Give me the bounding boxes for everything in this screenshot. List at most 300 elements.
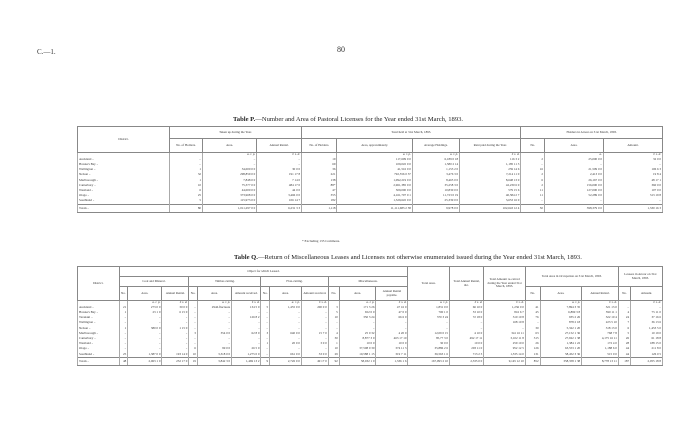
table-cell: .. <box>162 321 189 326</box>
table-cell: 579 15 6 <box>460 188 521 193</box>
table-cell: .. <box>603 162 662 167</box>
table-cell: 7 14 0 <box>257 178 302 183</box>
totals-cell: 1,336 1 6 <box>376 357 408 365</box>
table-cell: 1 <box>261 341 270 346</box>
table-cell: 4,161,707 0 1 <box>337 193 412 198</box>
totals-cell: 3,842 3 0 <box>197 357 231 365</box>
totals-cell: 1,011,297 0 0 <box>203 204 257 212</box>
table-cell: 7,894 3 35 <box>540 305 582 310</box>
table-cell: 509,000 0 0 <box>337 188 412 193</box>
table-cell: .. <box>128 336 162 341</box>
table-cell: 200 0 0 <box>301 305 328 310</box>
table-cell: 1,831 0 0 <box>408 305 450 310</box>
totals-cell: 232 17 0 <box>162 357 189 365</box>
table-cell: 172 4 0 <box>582 341 619 346</box>
tableQ-unit-cell: £ s. d. <box>376 301 408 306</box>
table-cell: 10 0 0 <box>376 341 408 346</box>
table-cell: 44,000 0 0 <box>203 188 257 193</box>
table-cell: .. <box>169 157 202 162</box>
table-cell: 44 0 0 <box>257 188 302 193</box>
tableQ-unit-cell: a. r. p. <box>540 301 582 306</box>
table-cell: 1,455 0 0 <box>270 305 302 310</box>
col-area-approx: Area, approximately. <box>337 139 412 153</box>
q-group-timber: Timber-cutting. <box>189 277 261 287</box>
tableQ-unit-cell: £ s. d. <box>450 301 484 306</box>
totals-cell: 58,032 1 0 <box>339 357 376 365</box>
district-name: Wellington .. <box>78 167 170 172</box>
table-cell: .. <box>301 315 328 320</box>
table-cell: 768 7 8 <box>582 331 619 336</box>
table-cell: 26 5 0 <box>232 347 261 352</box>
table-cell: 30 <box>525 326 540 331</box>
totals-cell: 2,335 0 0 <box>450 357 484 365</box>
table-cell: 1 <box>328 341 339 346</box>
table-cell: .. <box>128 341 162 346</box>
totals-cell: 6,231 3 3 <box>257 204 302 212</box>
totals-cell: 1,118 <box>302 204 337 212</box>
totals-cell: 2,063 1 0 <box>128 357 162 365</box>
table-cell: 10 0 0 <box>339 341 376 346</box>
district-name: Auckland .. <box>78 157 170 162</box>
q-group-flax: Flax-cutting. <box>261 277 328 287</box>
table-cell: .. <box>261 310 270 315</box>
table-cell: 374 11 3 <box>376 347 408 352</box>
q-h-area: Area. <box>339 287 376 301</box>
table-cell: 7,214 11 0 <box>460 173 521 178</box>
table-cell: 1,387 0 0 <box>128 352 162 358</box>
table-cell: 30 0 0 <box>408 341 450 346</box>
table-cell: 131 <box>525 352 540 358</box>
tableQ-totals-row <box>78 357 663 365</box>
table-cell: 3,318 0 0 <box>197 352 231 358</box>
q-col-arrears: Lessees in Arrear on 31st March, 1893. <box>618 267 662 287</box>
q-h-rental: Annual Rental. <box>162 287 189 301</box>
district-name: Marlborough .. <box>78 178 170 183</box>
table-cell: 47 0 0 <box>376 310 408 315</box>
table-cell: 26 <box>525 341 540 346</box>
table-cell: .. <box>261 326 270 331</box>
table-cell: 21 <box>119 305 128 310</box>
table-cell: 713 2 3 <box>450 352 484 358</box>
table-cell: 1,153 2 0 <box>412 167 459 172</box>
table-cell: 6,899 3 8 <box>540 310 582 315</box>
table-cell: 61 18 8 <box>631 336 663 341</box>
totals-cell: 50 <box>521 204 545 212</box>
table-cell: 1 <box>119 310 128 315</box>
table-cell: 4,175 16 11 <box>582 336 619 341</box>
tableQ-unit-cell: £ s. d. <box>484 301 526 306</box>
table-cell: .. <box>162 336 189 341</box>
table-cell: 117,609 0 0 <box>337 157 412 162</box>
table-cell: .. <box>521 162 545 167</box>
table-q-label: Table Q. <box>234 254 258 261</box>
table-cell: 10,830 0 0 <box>412 188 459 193</box>
table-cell: 484 17 0 <box>257 183 302 188</box>
col-avg: Average Holdings. <box>412 139 459 153</box>
table-cell: 25 0 32 <box>339 331 376 336</box>
table-cell: 1 <box>119 326 128 331</box>
table-cell: .. <box>450 326 484 331</box>
q-col-total-area: Total Area. <box>408 267 450 301</box>
table-cell: 315 <box>525 336 540 341</box>
table-cell: 3 <box>261 331 270 336</box>
table-cell: 126 <box>525 347 540 352</box>
table-cell: 8,648 13 0 <box>460 178 521 183</box>
table-cell: 211 8 0 <box>631 347 663 352</box>
table-cell: 11 <box>521 188 545 193</box>
table-cell: 1,185 11 3 <box>460 162 521 167</box>
totals-cell: 9,145 12 10 <box>484 357 526 365</box>
table-cell: .. <box>544 199 603 205</box>
totals-label: Totals .. <box>78 204 170 212</box>
table-cell: 1,384 1 22 <box>540 341 582 346</box>
table-cell: 99 0 0 <box>197 347 231 352</box>
table-cell: 816 6 7 <box>484 310 526 315</box>
table-cell: 115,973 0 0 <box>203 199 257 205</box>
table-cell: .. <box>618 305 630 310</box>
table-cell: .. <box>261 315 270 320</box>
district-name: Westland .. <box>78 341 120 346</box>
table-cell: 66 6 0 <box>376 315 408 320</box>
table-cell: 1,188 6 0 <box>582 347 619 352</box>
table-cell: 24 <box>618 315 630 320</box>
table-cell: 36 <box>302 167 337 172</box>
table-cell: 1,580 2 14 <box>412 162 459 167</box>
table-cell: 63 <box>525 331 540 336</box>
table-cell: 1,453 5 0 <box>631 326 663 331</box>
table-cell: 16 <box>521 167 545 172</box>
table-cell: 48 17 1 <box>603 178 662 183</box>
table-cell: 4 <box>328 331 339 336</box>
table-cell: .. <box>301 310 328 315</box>
table-cell: 171 3 26 <box>339 305 376 310</box>
table-cell: .. <box>197 315 231 320</box>
table-cell: .. <box>261 352 270 358</box>
table-cell: 53 10 0 <box>450 310 484 315</box>
q-col-district: District. <box>78 267 120 301</box>
totals-cell: 1,469 13 2 <box>232 357 261 365</box>
table-cell: 355 <box>302 193 337 198</box>
table-cell: .. <box>232 310 261 315</box>
table-cell: 127,000 0 0 <box>544 188 603 193</box>
table-cell: 354 0 0 <box>197 331 231 336</box>
table-cell: 66 10 0 <box>450 305 484 310</box>
table-cell: 23 1 0 <box>128 310 162 315</box>
tableQ-unit-cell: £ s. d. <box>162 301 189 306</box>
table-cell: 26 <box>618 336 630 341</box>
table-cell: 41,516 0 0 <box>337 167 412 172</box>
table-cell: .. <box>203 157 257 162</box>
table-cell: 5 <box>261 305 270 310</box>
table-cell: 32 0 0 <box>603 157 662 162</box>
totals-cell: 2,726 0 0 <box>270 357 302 365</box>
table-cell: 3,653 16 0 <box>460 199 521 205</box>
table-cell: .. <box>232 341 261 346</box>
table-cell: 33 0 0 <box>301 352 328 358</box>
totals-cell: 9 <box>261 357 270 365</box>
table-cell: .. <box>189 341 198 346</box>
table-cell: .. <box>162 341 189 346</box>
table-cell: .. <box>408 321 450 326</box>
table-cell: 7 <box>618 321 630 326</box>
district-name: Canterbury .. <box>78 183 170 188</box>
table-cell: .. <box>270 321 302 326</box>
table-cell: 40,584 2 7 <box>460 193 521 198</box>
table-cell: 792,556 0 37 <box>337 173 412 178</box>
table-cell: 2 <box>521 183 545 188</box>
tableP-unit-cell: £ s. d. <box>460 153 521 158</box>
totals-cell: 398,379 0 0 <box>544 204 603 212</box>
district-name: Otago .. <box>78 193 170 198</box>
table-cell: .. <box>376 321 408 326</box>
table-cell: 76 <box>525 315 540 320</box>
table-cell: .. <box>119 347 128 352</box>
table-cell: .. <box>119 341 128 346</box>
table-cell: .. <box>162 347 189 352</box>
table-cell: 341 16 11 <box>484 331 526 336</box>
q-h-no: No. <box>189 287 198 301</box>
table-cell: 350 3 24 <box>339 315 376 320</box>
table-cell: 4 20 0 <box>376 331 408 336</box>
table-cell: .. <box>544 162 603 167</box>
table-cell: 3 <box>189 331 198 336</box>
table-cell: .. <box>128 347 162 352</box>
table-cell: 2,961,385 0 0 <box>337 183 412 188</box>
table-cell: 661 0 0 <box>270 352 302 358</box>
table-cell: 19 <box>302 157 337 162</box>
totals-cell: 49 17 0 <box>301 357 328 365</box>
q-h-received: Amount received. <box>232 287 261 301</box>
totals-cell: 19 <box>189 357 198 365</box>
table-cell: 45 <box>525 310 540 315</box>
totals-cell: 8,778 13 11 <box>582 357 619 365</box>
table-cell: 318 13 0 <box>582 326 619 331</box>
tableP-totals-row <box>78 204 663 212</box>
district-name: Nelson .. <box>78 173 170 178</box>
table-cell: 221 <box>302 173 337 178</box>
table-cell: .. <box>270 315 302 320</box>
table-cell: .. <box>169 162 202 167</box>
col-holders2: No. of Holders. <box>302 139 337 153</box>
table-cell: 28 <box>618 341 630 346</box>
district-name: Hawke's Bay .. <box>78 162 170 167</box>
table-cell: 85,77 3 0 <box>408 336 450 341</box>
table-cell: 935 2 26 <box>540 315 582 320</box>
tableQ-unit-cell: £ s. d. <box>301 301 328 306</box>
table-cell: .. <box>162 331 189 336</box>
table-cell: 878 2 18 <box>540 321 582 326</box>
table-cell: .. <box>197 326 231 331</box>
table-cell: 10 19 0 <box>631 331 663 336</box>
table-cell: 106 14 7 <box>257 199 302 205</box>
q-h-area: Area. <box>540 287 582 301</box>
table-cell: 25,339 0 0 <box>412 199 459 205</box>
table-cell: 313 19 8 <box>603 193 662 198</box>
table-cell: 700 1 0 <box>408 310 450 315</box>
table-cell: 5 <box>328 310 339 315</box>
q-h-no: No. <box>119 287 128 301</box>
table-cell: 47 <box>302 188 337 193</box>
table-cell: 75 11 0 <box>631 310 663 315</box>
table-cell: 15 7 0 <box>301 331 328 336</box>
table-cell: .. <box>328 321 339 326</box>
table-cell: .. <box>261 321 270 326</box>
table-cell: .. <box>162 315 189 320</box>
table-cell: 25 <box>119 352 128 358</box>
district-name: Canterbury .. <box>78 336 120 341</box>
district-name: Otago .. <box>78 347 120 352</box>
district-name: Westland .. <box>78 188 170 193</box>
table-cell: 1 15 0 <box>162 326 189 331</box>
table-cell: 4 10 0 <box>450 331 484 336</box>
table-cell: 373,968 0 0 <box>203 193 257 198</box>
table-cell: .. <box>301 336 328 341</box>
table-cell: .. <box>232 321 261 326</box>
table-cell: 3,102 11 8 <box>484 336 526 341</box>
table-cell: 116 3 2 <box>460 157 521 162</box>
table-cell: 27,922 1 38 <box>540 336 582 341</box>
totals-cell: 167,093 2 10 <box>408 357 450 365</box>
tableQ-unit-cell: a. r. p. <box>408 301 450 306</box>
table-cell: 126 8 2 <box>232 315 261 320</box>
table-cell: .. <box>521 199 545 205</box>
tableQ-unit-cell: a. r. p. <box>197 301 231 306</box>
tableQ-unit-cell: a. r. p. <box>270 301 302 306</box>
table-cell: 72 18 0 <box>450 315 484 320</box>
table-p-footnote: * Excluding 135 Commons. <box>302 239 341 243</box>
district-name: Auckland .. <box>78 305 120 310</box>
table-cell: 10 <box>328 315 339 320</box>
table-cell: 21,509 0 0 <box>544 167 603 172</box>
table-cell: 34,000 0 0 <box>203 167 257 172</box>
tableP-unit-cell: a. r. p. <box>337 153 412 158</box>
totals-cell: 48 <box>119 357 128 365</box>
table-cell: .. <box>203 162 257 167</box>
table-cell: .. <box>631 305 663 310</box>
table-cell: 126 0 5 <box>631 352 663 358</box>
table-cell: .. <box>197 341 231 346</box>
table-cell: 42,230 6 0 <box>460 183 521 188</box>
table-cell: .. <box>261 336 270 341</box>
table-cell: 1,236 0 0 <box>484 305 526 310</box>
table-cell: 1,535 14 0 <box>484 352 526 358</box>
table-cell: 10 <box>328 347 339 352</box>
table-cell: 6 <box>189 347 198 352</box>
table-cell: 640 0 0 <box>270 331 302 336</box>
tableP-unit-cell: £ s. d. <box>257 153 302 158</box>
col-area3: Area. <box>544 139 603 153</box>
table-cell: 3 0 0 <box>301 341 328 346</box>
q-h-area: Area. <box>270 287 302 301</box>
table-cell: .. <box>301 321 328 326</box>
page-number: 80 <box>337 45 345 54</box>
table-cell: 36,563 1 6 <box>408 352 450 358</box>
table-cell: 10 0 0 <box>450 341 484 346</box>
table-cell: 2 <box>521 173 545 178</box>
totals-cell: 11,111,683 2 38 <box>337 204 412 212</box>
table-cell: 952 12 5 <box>484 347 526 352</box>
group-total-held: Total held at 31st March, 1893. <box>302 127 521 139</box>
table-cell: .. <box>189 305 198 310</box>
table-cell: 88* <box>302 183 337 188</box>
table-cell: 35,258 3 0 <box>412 183 459 188</box>
table-p-title: —Number and Area of Pastoral Licenses for the Year ended 31st March, 1893. <box>255 116 464 123</box>
table-cell: 47 16 0 <box>376 305 408 310</box>
table-cell: .. <box>232 336 261 341</box>
table-cell: .. <box>197 321 231 326</box>
district-name: Marlborough .. <box>78 331 120 336</box>
table-cell: .. <box>270 326 302 331</box>
table-cell: 168 10 8 <box>484 321 526 326</box>
table-cell: .. <box>270 310 302 315</box>
totals-cell: 102,643 12 4 <box>460 204 521 212</box>
q-h-no: No. <box>618 287 630 301</box>
district-name: Southland .. <box>78 352 120 358</box>
table-cell: 10,588 1 15 <box>339 352 376 358</box>
col-district: District. <box>78 127 170 153</box>
table-cell: .. <box>232 326 261 331</box>
table-cell: .. <box>197 336 231 341</box>
table-cell: .. <box>328 326 339 331</box>
table-cell: .. <box>339 321 376 326</box>
table-cell: 35,886 2 6 <box>408 347 450 352</box>
table-cell: 370 3 24 <box>408 315 450 320</box>
q-h-no: No. <box>261 287 270 301</box>
table-cell: 3,476 3 0 <box>412 173 459 178</box>
table-q-caption <box>234 254 582 261</box>
table-cell: 6,189 0 18 <box>412 157 459 162</box>
table-cell: .. <box>376 326 408 331</box>
col-area: Area. <box>203 139 257 153</box>
table-cell: 182 <box>302 199 337 205</box>
table-cell: 138 <box>302 178 337 183</box>
table-cell: .. <box>189 315 198 320</box>
table-cell: .. <box>270 336 302 341</box>
table-cell: 44 <box>618 347 630 352</box>
group-arrears: Holders in Arrear on 31st March, 1893. <box>521 127 663 139</box>
table-cell: 25,000 0 0 <box>544 157 603 162</box>
table-q-title: —Return of Miscellaneous Leases and Licenses not otherwise enumerated issued during the Year ended 31st March, 1893. <box>257 254 582 261</box>
table-cell: .. <box>301 326 328 331</box>
col-no: No. <box>521 139 545 153</box>
table-cell: 69 <box>302 162 337 167</box>
q-object-header: Object for which Leased. <box>119 267 408 277</box>
table-cell: 156,000 0 0 <box>544 183 603 188</box>
table-cell: 590 11 1 <box>582 310 619 315</box>
table-cell: .. <box>603 199 662 205</box>
totals-cell: 80 <box>169 204 202 212</box>
table-cell: 322 10 4 <box>582 315 619 320</box>
table-cell: 492 17 11 <box>450 336 484 341</box>
table-cell: 8,877 3 0 <box>339 336 376 341</box>
table-cell: 259 10 0 <box>484 341 526 346</box>
table-cell: 20 0 0 <box>270 341 302 346</box>
totals-label: Totals .. <box>78 357 120 365</box>
table-cell: 2 <box>521 157 545 162</box>
table-cell: 273 0 0 <box>128 305 162 310</box>
table-cell: 298,859 0 0 <box>203 173 257 178</box>
table-cell: 58,452 3 36 <box>540 352 582 358</box>
table-cell: .. <box>525 321 540 326</box>
table-cell: .. <box>189 336 198 341</box>
table-cell: .. <box>197 310 231 315</box>
table-cell: .. <box>257 157 302 162</box>
table-cell: 11 <box>521 193 545 198</box>
table-cell: 30 0 0 <box>257 167 302 172</box>
table-p <box>77 126 663 213</box>
table-cell: 29dd.fluctuate <box>197 305 231 310</box>
table-cell: 5 <box>618 331 630 336</box>
